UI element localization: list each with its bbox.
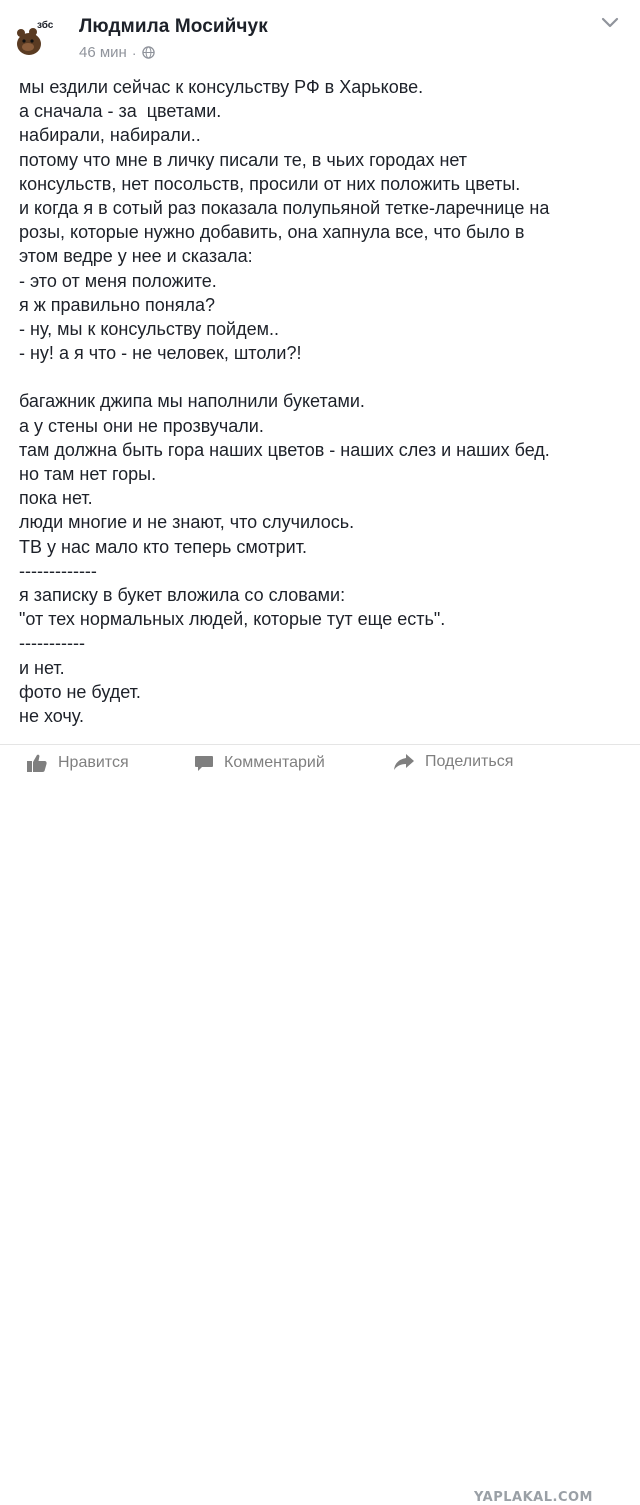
post-text-line: а у стены они не прозвучали. bbox=[19, 415, 264, 436]
share-button[interactable] bbox=[393, 753, 513, 771]
meta-separator: · bbox=[131, 44, 137, 61]
chevron-down-icon[interactable] bbox=[601, 17, 619, 29]
like-button[interactable] bbox=[26, 753, 129, 773]
avatar-label: збс bbox=[37, 20, 54, 31]
post-text-line: люди многие и не знают, что случилось. bbox=[19, 512, 355, 533]
post-text-line: и нет. bbox=[19, 657, 65, 678]
watermark: YAPLAKAL.COM bbox=[474, 1490, 593, 1505]
post-text-line: "от тех нормальных людей, которые тут еще есть". bbox=[19, 609, 446, 630]
post-text-line: - ну, мы к консульству пойдем.. bbox=[19, 318, 279, 339]
post-text-line: - ну! а я что - не человек, штоли?! bbox=[19, 343, 302, 364]
post-text-line: я записку в букет вложила со словами: bbox=[19, 584, 346, 605]
globe-icon bbox=[142, 46, 155, 59]
share-arrow-icon bbox=[393, 753, 415, 771]
post-text-line: но там нет горы. bbox=[19, 464, 157, 484]
post-text bbox=[19, 75, 631, 728]
post-text-line: не хочу. bbox=[19, 705, 84, 726]
avatar[interactable] bbox=[15, 20, 54, 56]
post-text-line: ------------- bbox=[19, 560, 97, 581]
comment-icon bbox=[194, 753, 214, 773]
share-label: Поделиться bbox=[425, 753, 514, 770]
post-text-line: а сначала - за цветами. bbox=[19, 101, 222, 122]
post-text-line: консульств, нет посольств, просили от них положить цветы. bbox=[19, 173, 521, 194]
post-text-line: фото не будет. bbox=[19, 681, 141, 702]
author-name[interactable]: Людмила Мосийчук bbox=[79, 16, 268, 37]
post-text-line: пока нет. bbox=[19, 488, 93, 509]
post-text-line: - это от меня положите. bbox=[19, 270, 217, 291]
thumbs-up-icon bbox=[26, 753, 48, 773]
post-actions-bar bbox=[0, 744, 640, 1505]
post-text-line: мы ездили сейчас к консульству РФ в Харькове. bbox=[19, 77, 424, 97]
comment-label: Комментарий bbox=[224, 754, 325, 771]
post-text-line: розы, которые нужно добавить, она хапнула все, что было в bbox=[19, 222, 525, 243]
comment-button[interactable] bbox=[194, 753, 325, 773]
post-text-line: ----------- bbox=[19, 633, 85, 654]
post-text-line: потому что мне в личку писали те, в чьих городах нет bbox=[19, 149, 468, 170]
post-text-line: багажник джипа мы наполнили букетами. bbox=[19, 391, 365, 412]
post-text-line: ТВ у нас мало кто теперь смотрит. bbox=[19, 536, 307, 557]
post-meta bbox=[79, 44, 155, 61]
post-text-line: там должна быть гора наших цветов - наших слез и наших бед. bbox=[19, 439, 550, 460]
post-header bbox=[0, 0, 640, 70]
like-label: Нравится bbox=[58, 754, 129, 771]
post-text-line: набирали, набирали.. bbox=[19, 125, 201, 146]
post-text-line: и когда я в сотый раз показала полупьяной тетке-ларечнице на bbox=[19, 197, 550, 218]
post-text-line: я ж правильно поняла? bbox=[19, 294, 215, 315]
post-time[interactable]: 46 мин bbox=[79, 44, 127, 61]
post-text-line bbox=[19, 365, 631, 389]
post-text-line: этом ведре у нее и сказала: bbox=[19, 246, 253, 267]
